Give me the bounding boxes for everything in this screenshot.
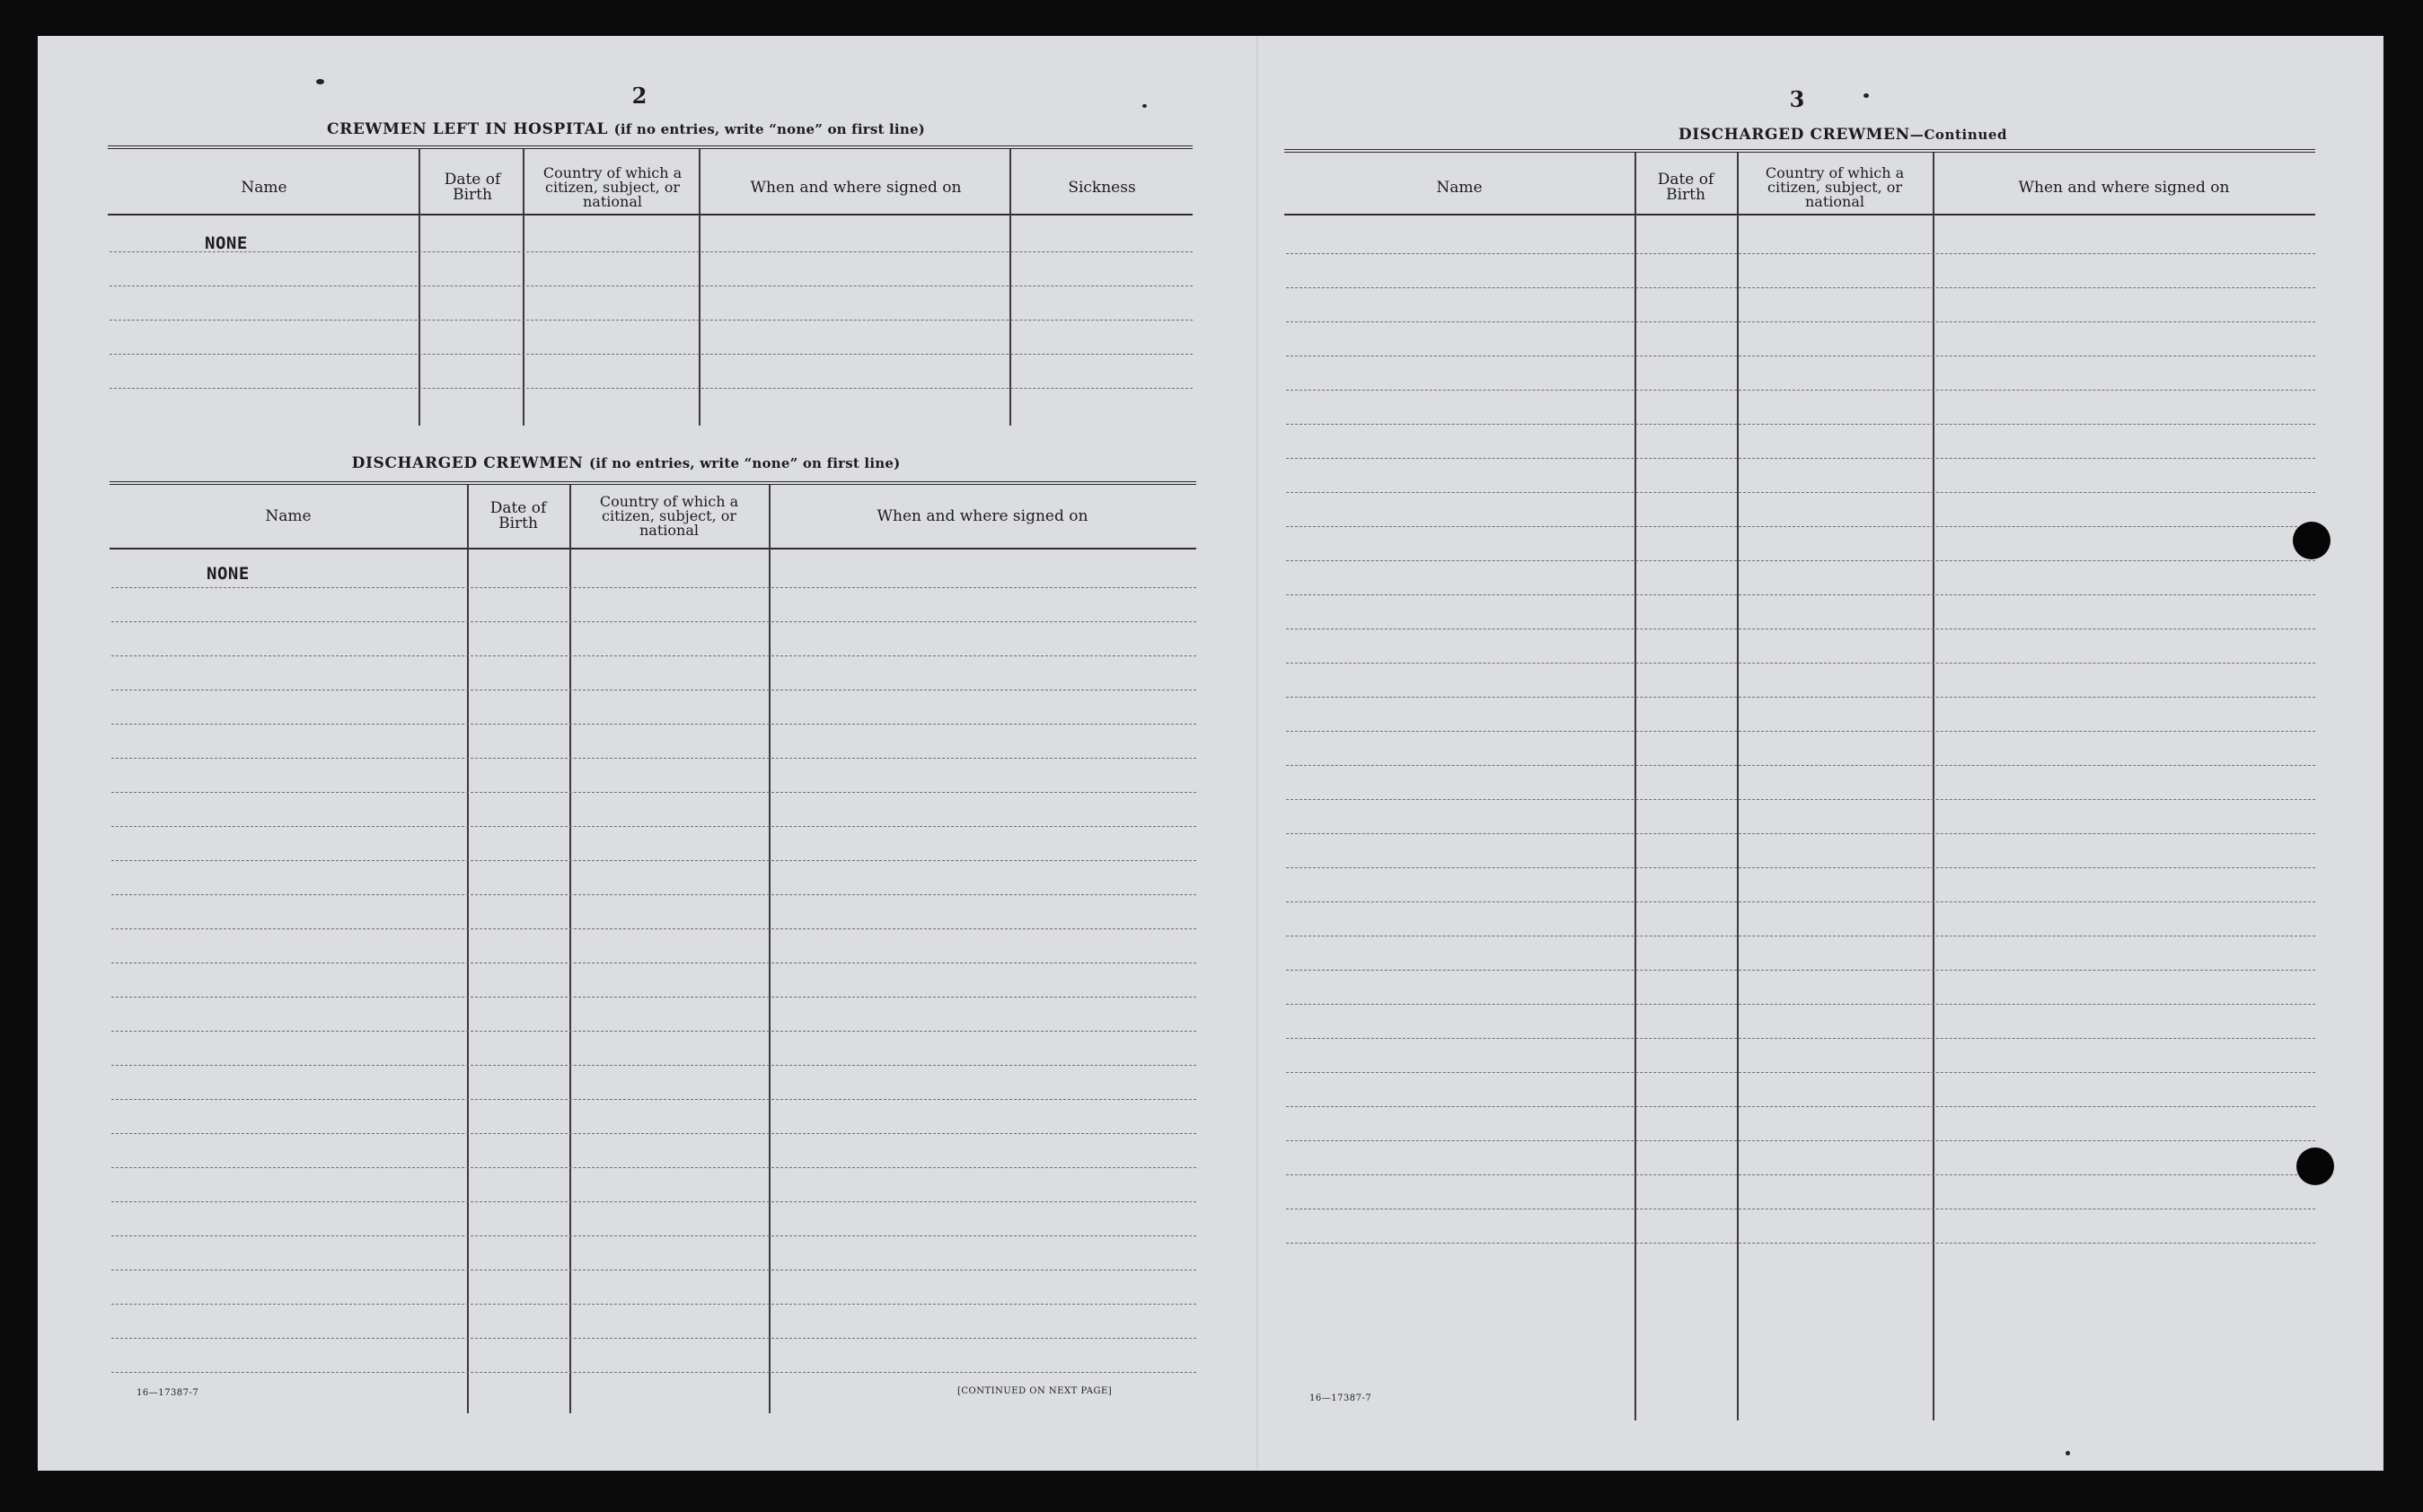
table-row-line <box>111 1031 1196 1032</box>
right-section-title <box>1439 126 2247 144</box>
discharged-col-name: Name <box>265 506 312 525</box>
ink-speck <box>1142 104 1147 108</box>
table-row-line <box>111 792 1196 793</box>
page-number-right: 3 <box>1789 86 1805 112</box>
table-row-line <box>1286 663 2315 664</box>
right-divider-2 <box>1737 153 1739 1420</box>
hospital-first-entry: NONE <box>205 233 248 253</box>
discharged-header-rule <box>110 548 1196 549</box>
table-row-line <box>1286 390 2315 391</box>
table-row-line <box>1286 697 2315 698</box>
table-row-line <box>1286 1174 2315 1175</box>
form-sheet <box>38 36 2383 1471</box>
table-row-line <box>1286 970 2315 971</box>
table-row-line <box>1286 253 2315 254</box>
hospital-table-top-rule <box>108 145 1193 149</box>
table-row-line <box>111 655 1196 656</box>
form-number-right: 16—17387-7 <box>1309 1393 1372 1403</box>
discharged-section-title <box>110 454 1142 472</box>
table-row-line <box>110 354 1193 355</box>
binder-hole-upper <box>2293 522 2330 559</box>
table-row-line <box>111 1065 1196 1066</box>
table-row-line <box>1286 594 2315 595</box>
table-row-line <box>111 894 1196 895</box>
table-row-line <box>1286 321 2315 322</box>
ink-speck <box>316 79 324 84</box>
table-row-line <box>1286 1106 2315 1107</box>
discharged-divider-1 <box>467 485 469 1413</box>
table-row-line <box>111 1235 1196 1236</box>
ink-speck <box>2066 1451 2070 1455</box>
right-title: DISCHARGED CREWMEN <box>1678 126 1910 144</box>
table-row-line <box>111 860 1196 861</box>
discharged-col-signed-on: When and where signed on <box>877 506 1088 525</box>
discharged-divider-2 <box>569 485 571 1413</box>
table-row-line <box>1286 1140 2315 1141</box>
table-row-line <box>1286 833 2315 834</box>
right-header-rule <box>1284 214 2315 215</box>
discharged-divider-3 <box>769 485 771 1413</box>
hospital-col-name: Name <box>241 178 287 197</box>
table-row-line <box>111 1304 1196 1305</box>
table-row-line <box>1286 1038 2315 1039</box>
hospital-col-sickness: Sickness <box>1068 178 1136 197</box>
right-col-signed-on: When and where signed on <box>2018 178 2230 197</box>
table-row-line <box>1286 1004 2315 1005</box>
page-number-left: 2 <box>631 83 648 109</box>
discharged-col-dob: Date of Birth <box>489 499 547 532</box>
table-row-line <box>110 251 1193 252</box>
hospital-col-country: Country of which a citizen, subject, or national <box>542 164 683 210</box>
table-row-line <box>1286 560 2315 561</box>
discharged-first-entry: NONE <box>207 564 250 584</box>
table-row-line <box>110 320 1193 321</box>
table-row-line <box>111 1338 1196 1339</box>
table-row-line <box>111 621 1196 622</box>
table-row-line <box>111 928 1196 929</box>
hospital-divider-3 <box>699 149 700 426</box>
right-col-dob: Date of Birth <box>1657 171 1714 204</box>
table-row-line <box>1286 765 2315 766</box>
hospital-divider-1 <box>419 149 420 426</box>
discharged-instruction: (if no entries, write “none” on first line) <box>588 455 901 471</box>
table-row-line <box>111 1372 1196 1373</box>
table-row-line <box>1286 492 2315 493</box>
table-row-line <box>1286 424 2315 425</box>
table-row-line <box>1286 799 2315 800</box>
form-number-left: 16—17387-7 <box>137 1388 199 1398</box>
ink-speck <box>1864 93 1869 98</box>
right-title-suffix: —Continued <box>1909 127 2008 143</box>
table-row-line <box>1286 901 2315 902</box>
table-row-line <box>111 826 1196 827</box>
table-row-line <box>111 1133 1196 1134</box>
hospital-title: CREWMEN LEFT IN HOSPITAL <box>327 120 609 138</box>
continued-note: [CONTINUED ON NEXT PAGE] <box>957 1386 1113 1396</box>
hospital-header-rule <box>108 214 1193 215</box>
page-fold <box>1256 36 1258 1471</box>
discharged-title: DISCHARGED CREWMEN <box>351 454 584 472</box>
discharged-col-country: Country of which a citizen, subject, or national <box>599 493 739 539</box>
table-row-line <box>111 587 1196 588</box>
right-table-top-rule <box>1284 149 2315 153</box>
hospital-divider-4 <box>1009 149 1011 426</box>
hospital-col-signed-on: When and where signed on <box>750 178 962 197</box>
table-row-line <box>1286 1072 2315 1073</box>
table-row-line <box>111 758 1196 759</box>
table-row-line <box>1286 287 2315 288</box>
right-col-name: Name <box>1436 178 1483 197</box>
right-divider-3 <box>1933 153 1934 1420</box>
table-row-line <box>111 1201 1196 1202</box>
table-row-line <box>1286 867 2315 868</box>
table-row-line <box>1286 526 2315 527</box>
binder-hole-lower <box>2296 1147 2334 1185</box>
right-col-country: Country of which a citizen, subject, or national <box>1765 164 1905 210</box>
table-row-line <box>111 724 1196 725</box>
right-divider-1 <box>1634 153 1636 1420</box>
table-row-line <box>1286 458 2315 459</box>
table-row-line <box>111 1099 1196 1100</box>
table-row-line <box>111 997 1196 998</box>
hospital-section-title <box>110 120 1142 138</box>
table-row-line <box>1286 1243 2315 1244</box>
hospital-divider-2 <box>523 149 524 426</box>
table-row-line <box>1286 731 2315 732</box>
table-row-line <box>111 1167 1196 1168</box>
hospital-col-dob: Date of Birth <box>444 171 501 204</box>
discharged-table-top-rule <box>110 481 1196 485</box>
table-row-line <box>110 388 1193 389</box>
hospital-instruction: (if no entries, write “none” on first line) <box>613 121 925 137</box>
